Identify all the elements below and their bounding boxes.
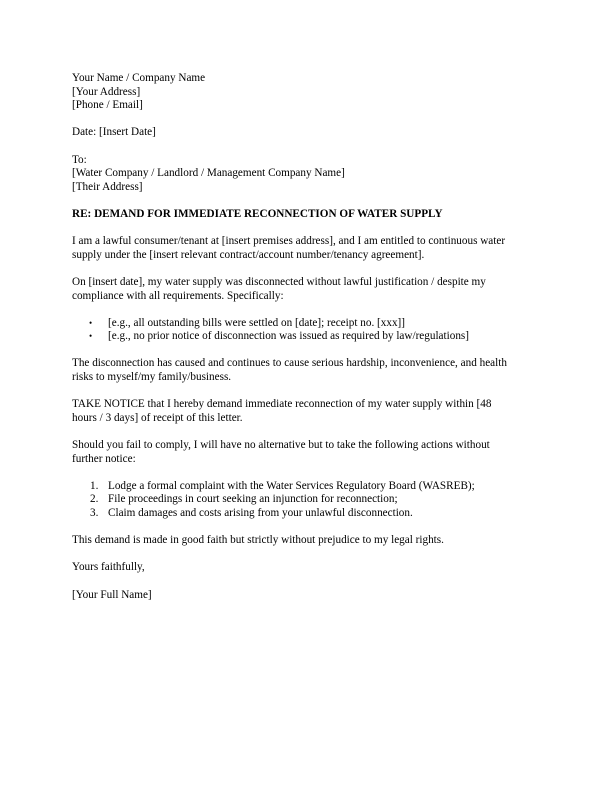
comply-paragraph: [72, 439, 542, 466]
intro-line-2: supply under the [insert relevant contract/account number/tenancy agreement].: [72, 248, 425, 261]
list-item: [72, 507, 542, 521]
notice-line-2: hours / 3 days] of receipt of this letter.: [72, 411, 243, 424]
signature-paragraph: [72, 589, 542, 603]
action-text: Claim damages and costs arising from your unlawful disconnection.: [108, 507, 413, 519]
list-item: [72, 480, 542, 494]
action-text: File proceedings in court seeking an injunction for reconnection;: [108, 493, 398, 506]
list-item: [72, 330, 542, 344]
good-faith-line: This demand is made in good faith but strictly without prejudice to my legal rights.: [72, 534, 444, 547]
hardship-paragraph: [72, 357, 542, 384]
specifics-bullet-list: [72, 317, 542, 344]
recipient-block: [72, 154, 542, 195]
list-number: 1.: [90, 479, 99, 492]
subject-line: RE: DEMAND FOR IMMEDIATE RECONNECTION OF WATER SUPPLY: [72, 207, 443, 220]
comply-line-2: further notice:: [72, 452, 136, 465]
bullet-icon: •: [89, 317, 93, 328]
notice-line-1: TAKE NOTICE that I hereby demand immediate reconnection of my water supply within [48: [72, 398, 492, 411]
intro-paragraph: [72, 235, 542, 262]
good-faith-paragraph: [72, 534, 542, 548]
disconnection-line-2: compliance with all requirements. Specifically:: [72, 289, 284, 302]
hardship-line-2: risks to myself/my family/business.: [72, 371, 232, 384]
disconnection-line-1: On [insert date], my water supply was disconnected without lawful justification / despite my: [72, 275, 486, 288]
sender-name: Your Name / Company Name: [72, 72, 206, 84]
bullet-icon: •: [89, 331, 93, 342]
sender-contact: [Phone / Email]: [72, 99, 143, 112]
bullet-text: [e.g., no prior notice of disconnection was issued as required by law/regulations]: [108, 330, 470, 343]
recipient-to-label: To:: [72, 153, 87, 166]
list-item: [72, 493, 542, 507]
date-block: [72, 126, 542, 140]
closing-paragraph: [72, 561, 542, 575]
notice-paragraph: [72, 398, 542, 425]
recipient-address: [Their Address]: [72, 180, 143, 193]
recipient-name: [Water Company / Landlord / Management Company Name]: [72, 167, 345, 180]
action-text: Lodge a formal complaint with the Water Services Regulatory Board (WASREB);: [108, 479, 475, 492]
date-line: Date: [Insert Date]: [72, 126, 156, 139]
list-number: 3.: [90, 507, 99, 519]
signature-line: [Your Full Name]: [72, 588, 152, 601]
intro-line-1: I am a lawful consumer/tenant at [insert premises address], and I am entitled to continuous water: [72, 235, 506, 248]
actions-numbered-list: [72, 480, 542, 521]
hardship-line-1: The disconnection has caused and continues to cause serious hardship, inconvenience, and health: [72, 357, 507, 370]
list-item: [72, 317, 542, 331]
closing-line: Yours faithfully,: [72, 561, 145, 574]
sender-block: [72, 72, 542, 113]
letter-body: [72, 72, 542, 602]
list-number: 2.: [90, 493, 99, 506]
bullet-text: [e.g., all outstanding bills were settled on [date]; receipt no. [xxx]]: [108, 316, 405, 329]
comply-line-1: Should you fail to comply, I will have no alternative but to take the following actions without: [72, 439, 490, 452]
disconnection-paragraph: [72, 276, 542, 303]
sender-address: [Your Address]: [72, 85, 141, 98]
